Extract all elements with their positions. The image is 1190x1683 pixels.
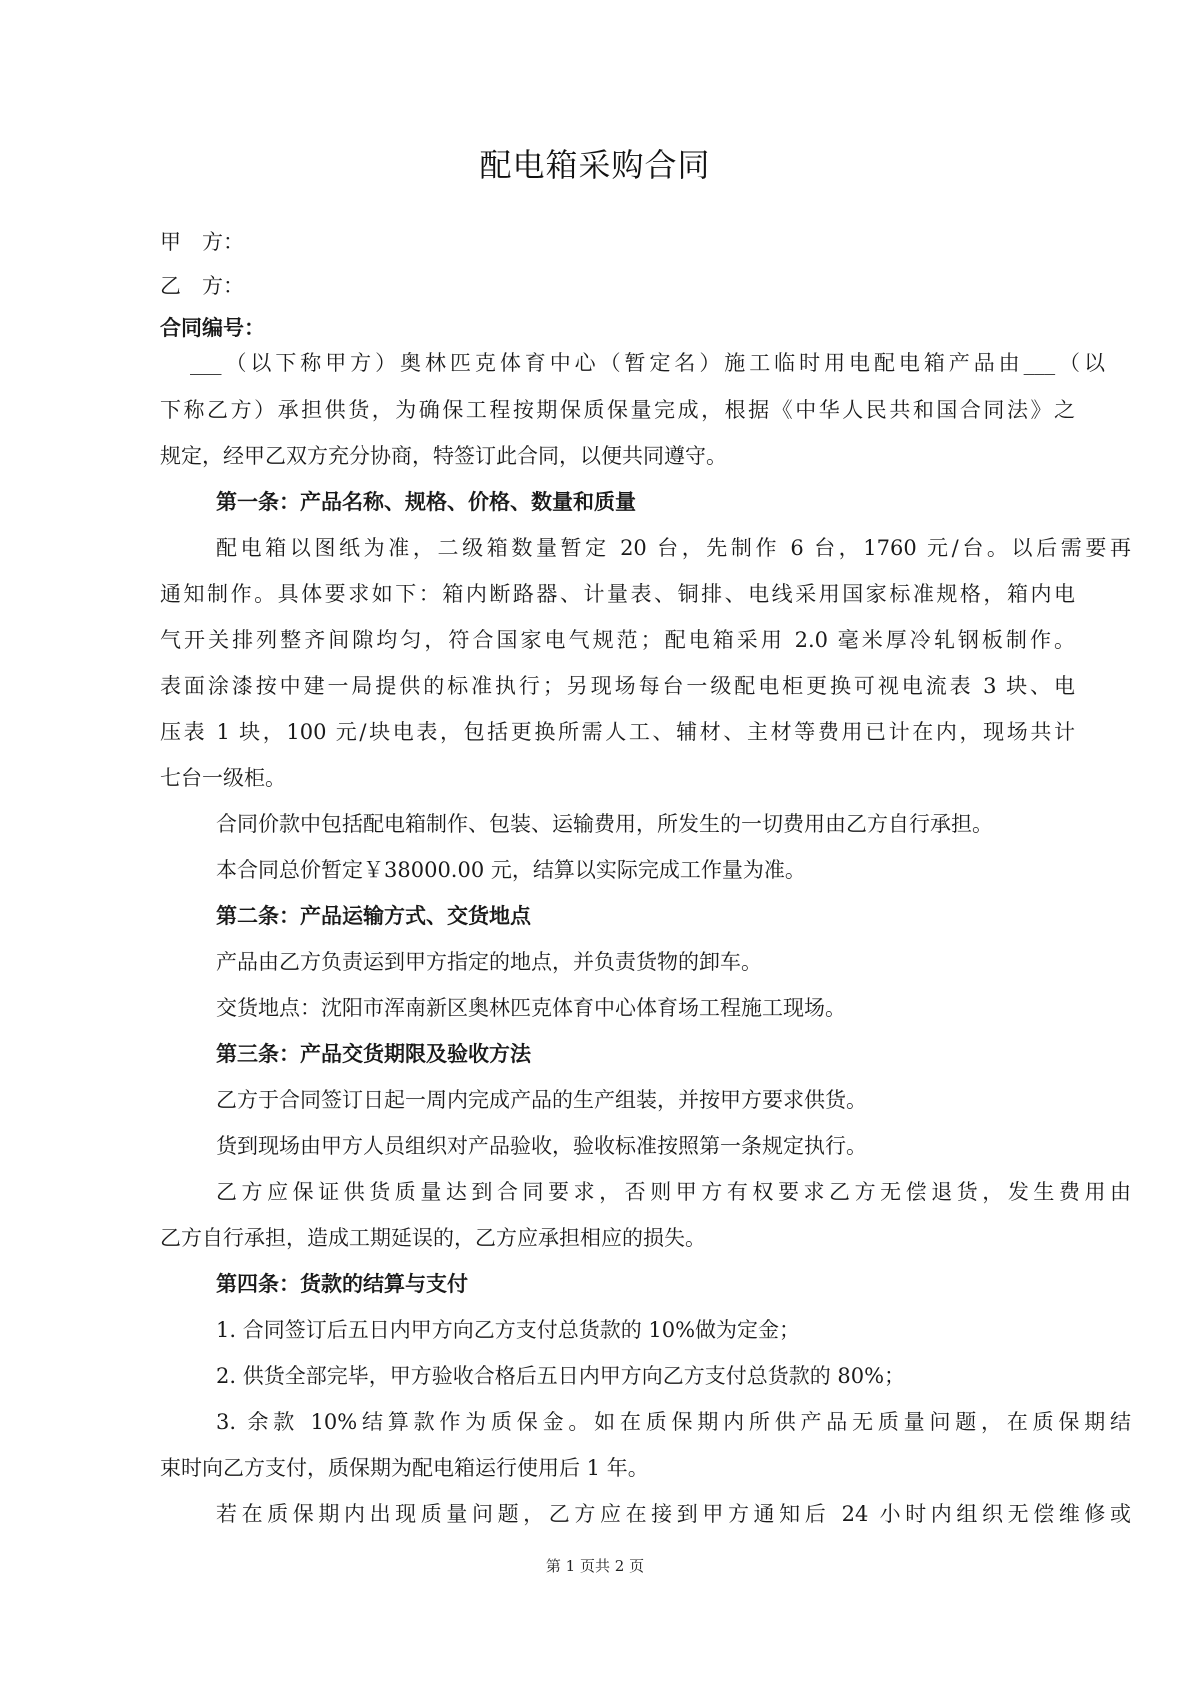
contract-number-field [160,318,1075,339]
paragraph-line: 表面涂漆按中建一局提供的标准执行；另现场每台一级配电柜更换可视电流表 3 块、电 [160,674,1075,698]
paragraph-line: 乙方于合同签订日起一周内完成产品的生产组装，并按甲方要求供货。 [216,1088,867,1112]
paragraph-line: 产品由乙方负责运到甲方指定的地点，并负责货物的卸车。 [216,950,762,974]
document-title: 配电箱采购合同 [479,146,711,184]
paragraph-line: 交货地点：沈阳市浑南新区奥林匹克体育中心体育场工程施工现场。 [216,996,846,1020]
paragraph-line: 配电箱以图纸为准，二级箱数量暂定 20 台，先制作 6 台，1760 元/台。以后需要再 [216,536,1131,560]
party-b-field [160,276,1075,297]
paragraph-line: 乙方自行承担，造成工期延误的，乙方应承担相应的损失。 [160,1226,706,1250]
paragraph-line: 束时向乙方支付，质保期为配电箱运行使用后 1 年。 [160,1456,649,1480]
party-b-label: 乙 方： [160,274,244,298]
clause-heading: 第二条：产品运输方式、交货地点 [216,904,531,928]
paragraph-line: 压表 1 块，100 元/块电表，包括更换所需人工、辅材、主材等费用已计在内，现场共计 [160,720,1075,744]
paragraph-line: 通知制作。具体要求如下：箱内断路器、计量表、铜排、电线采用国家标准规格，箱内电 [160,582,1075,606]
paragraph-line: 气开关排列整齐间隙均匀，符合国家电气规范；配电箱采用 2.0 毫米厚冷轧钢板制作。 [160,628,1075,652]
clause-heading: 第四条：货款的结算与支付 [216,1272,468,1296]
paragraph-line: 乙方应保证供货质量达到合同要求，否则甲方有权要求乙方无偿退货，发生费用由 [216,1180,1131,1204]
paragraph-line: 本合同总价暂定￥38000.00 元，结算以实际完成工作量为准。 [216,858,806,882]
paragraph-line: 下称乙方）承担供货，为确保工程按期保质保量完成，根据《中华人民共和国合同法》之 [160,398,1075,422]
paragraph-line: 1. 合同签订后五日内甲方向乙方支付总货款的 10%做为定金； [216,1318,801,1342]
clause-heading: 第一条：产品名称、规格、价格、数量和质量 [216,490,636,514]
paragraph-line: 3. 余款 10%结算款作为质保金。如在质保期内所供产品无质量问题，在质保期结 [216,1410,1131,1434]
paragraph-line: ___（以下称甲方）奥林匹克体育中心（暂定名）施工临时用电配电箱产品由___（以 [190,351,1105,375]
paragraph-line: 七台一级柜。 [160,766,286,790]
paragraph-line: 2. 供货全部完毕，甲方验收合格后五日内甲方向乙方支付总货款的 80%； [216,1364,906,1388]
paragraph-line: 货到现场由甲方人员组织对产品验收，验收标准按照第一条规定执行。 [216,1134,867,1158]
paragraph-line: 若在质保期内出现质量问题，乙方应在接到甲方通知后 24 小时内组织无偿维修或 [216,1502,1131,1526]
clause-heading: 第三条：产品交货期限及验收方法 [216,1042,531,1066]
party-a-field [160,232,1075,253]
party-a-label: 甲 方： [160,230,244,254]
paragraph-line: 规定，经甲乙双方充分协商，特签订此合同，以便共同遵守。 [160,444,727,468]
paragraph-line: 合同价款中包括配电箱制作、包装、运输费用，所发生的一切费用由乙方自行承担。 [216,812,993,836]
contract-number-label: 合同编号： [160,316,265,340]
page-footer: 第 1 页共 2 页 [545,1557,645,1575]
